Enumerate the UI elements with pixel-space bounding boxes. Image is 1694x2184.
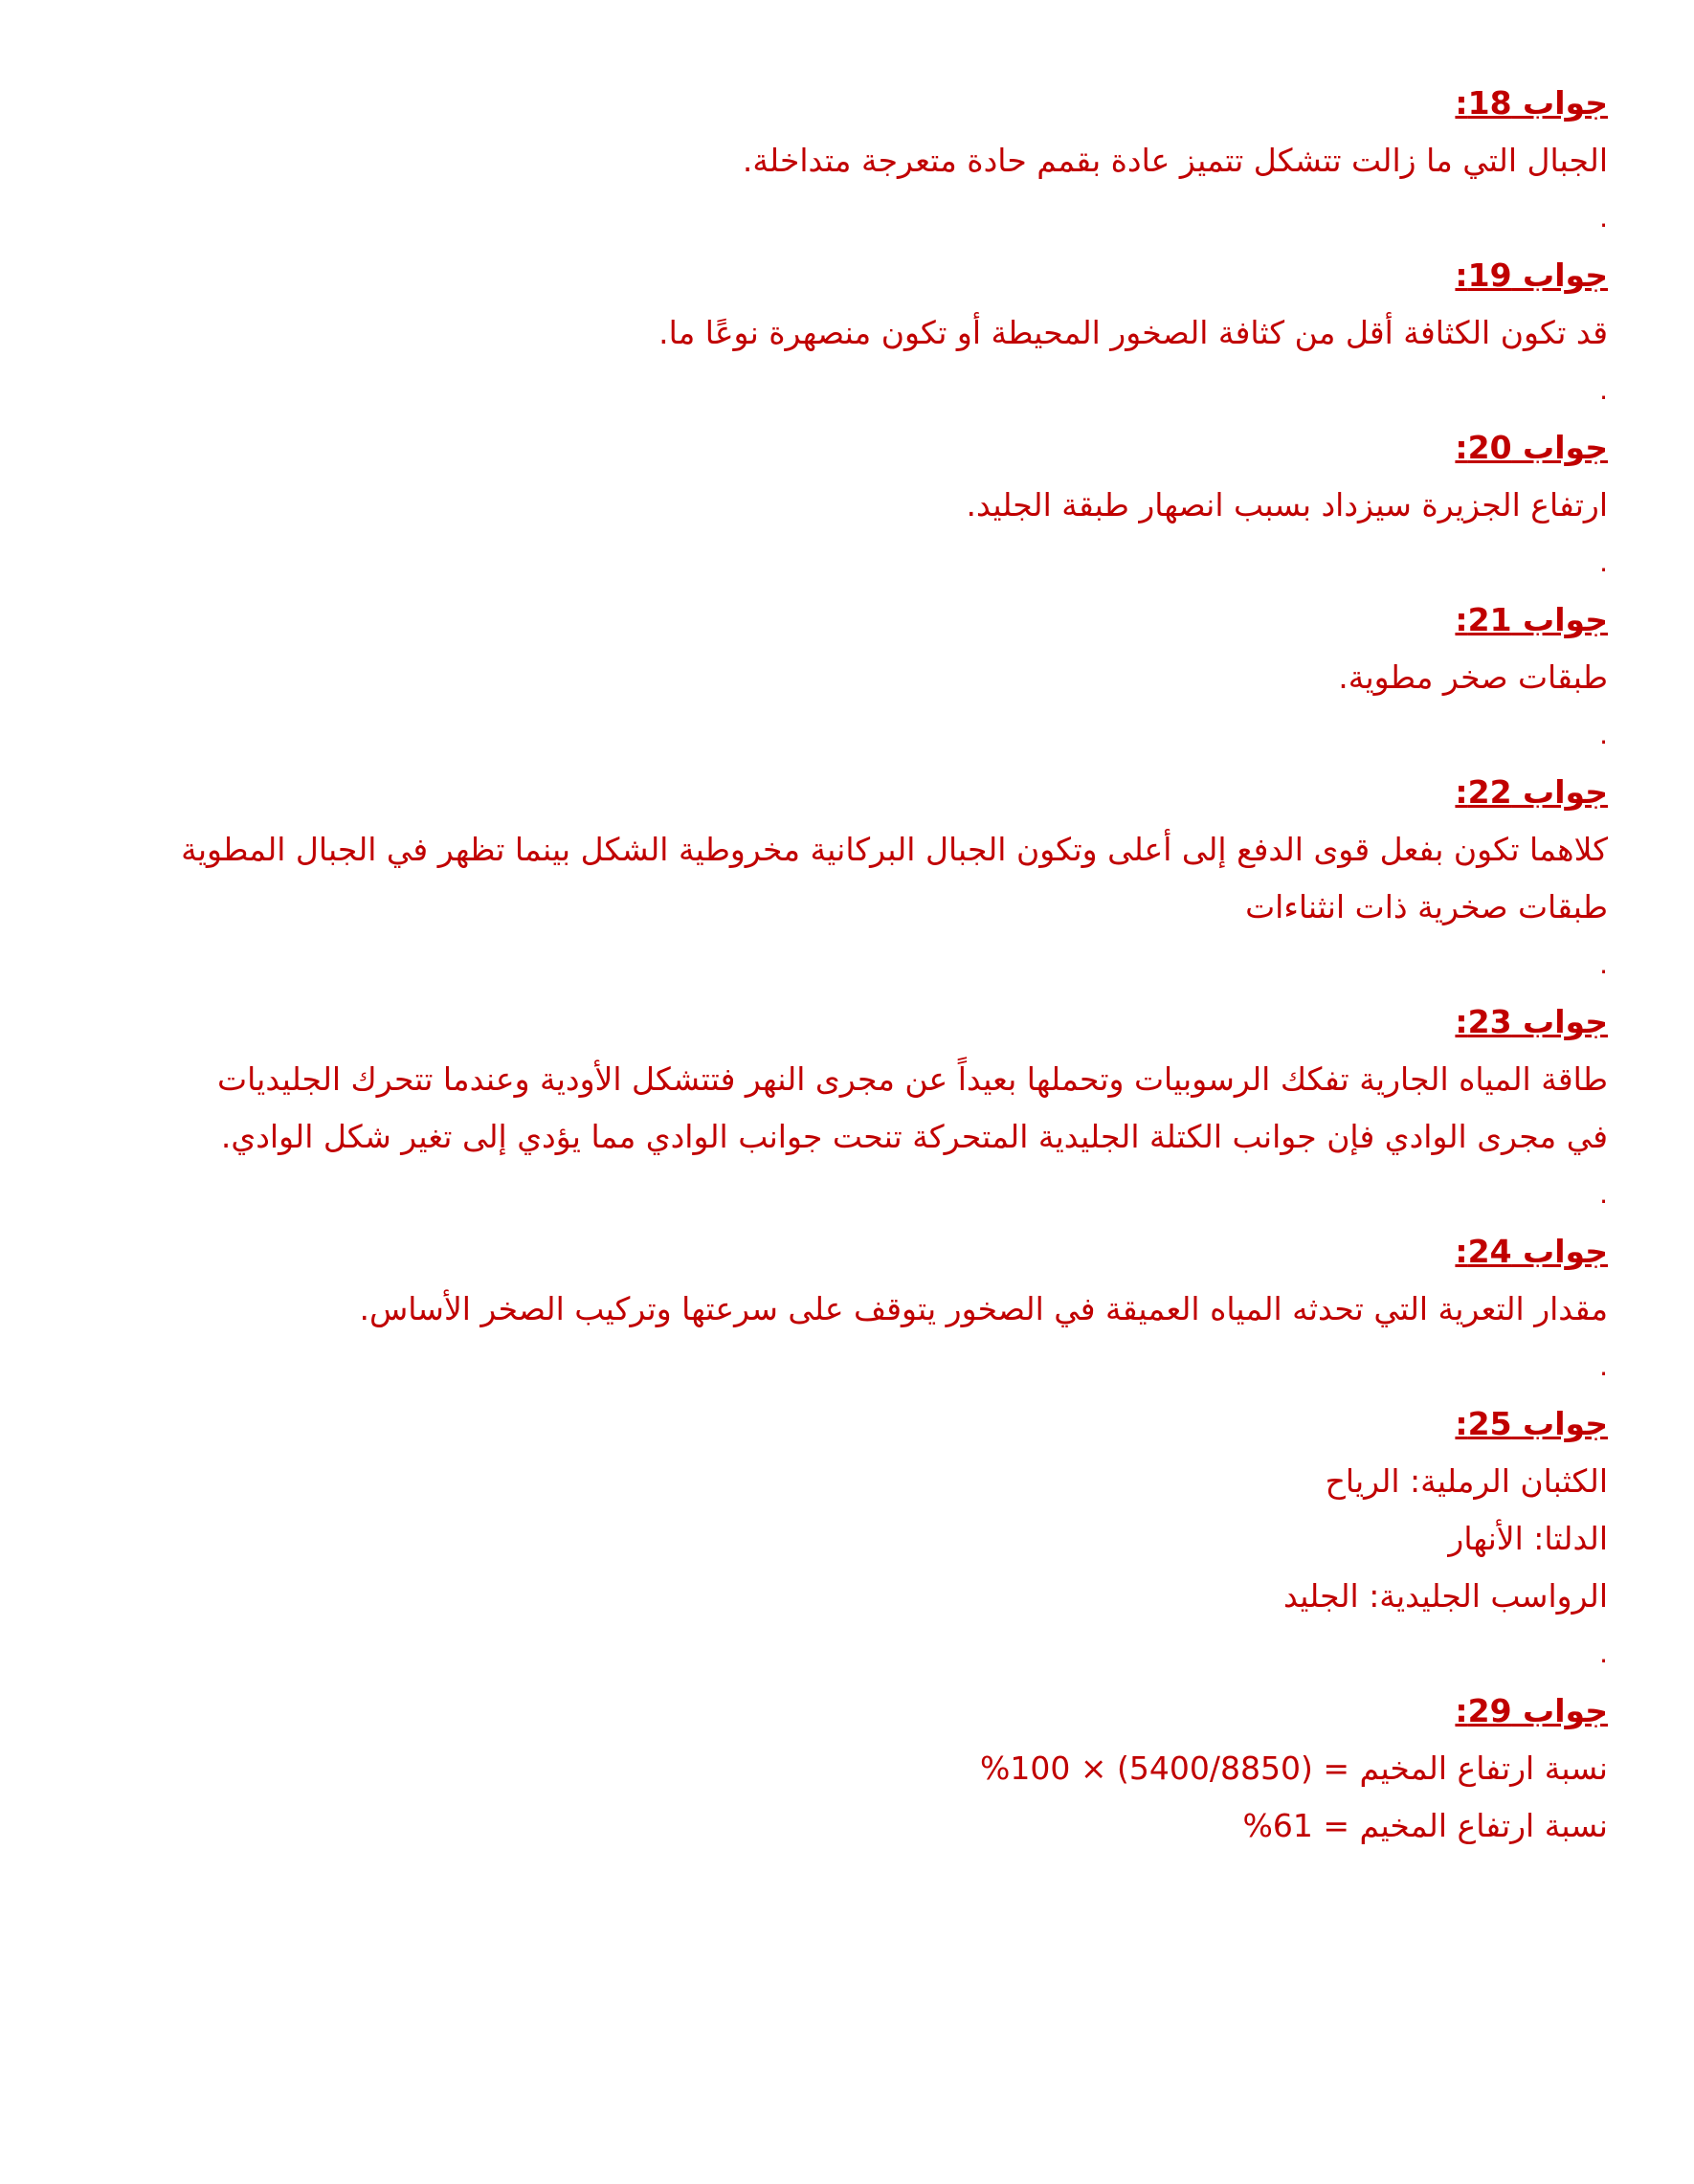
answer-heading: جواب 22:: [1455, 773, 1608, 811]
answer-29: [153, 1683, 1608, 1855]
answer-24: [153, 1223, 1608, 1395]
answer-18: [153, 75, 1608, 247]
dot-separator: .: [1599, 374, 1608, 406]
answer-text: مقدار التعرية التي تحدثه المياه العميقة في الصخور يتوقف على سرعتها وتركيب الصخر الأساس.: [359, 1290, 1608, 1327]
answer-text: ارتفاع الجزيرة سيزداد بسبب انصهار طبقة الجليد.: [966, 486, 1608, 524]
answer-text: في مجرى الوادي فإن جوانب الكتلة الجليدية المتحركة تنحت جوانب الوادي مما يؤدي إلى تغير شكل الوادي.: [220, 1118, 1608, 1155]
dot-separator: .: [1599, 1178, 1608, 1210]
answer-heading: جواب 20:: [1455, 429, 1608, 466]
answer-heading: جواب 23:: [1455, 1003, 1608, 1040]
answer-text: الجبال التي ما زالت تتشكل تتميز عادة بقمم حادة متعرجة متداخلة.: [742, 142, 1608, 179]
answer-text: نسبة ارتفاع المخيم = 61%: [1242, 1807, 1608, 1844]
answer-text: الدلتا: الأنهار: [1448, 1520, 1608, 1557]
answer-text: الكثبان الرملية: الرياح: [1325, 1462, 1608, 1500]
answer-heading: جواب 21:: [1455, 601, 1608, 638]
dot-separator: .: [1599, 1350, 1608, 1382]
answer-heading: جواب 29:: [1455, 1692, 1608, 1729]
answer-25: [153, 1395, 1608, 1683]
answer-text: الرواسب الجليدية: الجليد: [1282, 1577, 1608, 1615]
answer-heading: جواب 19:: [1455, 256, 1608, 294]
answer-19: [153, 247, 1608, 419]
answer-23: [153, 993, 1608, 1223]
answer-20: [153, 419, 1608, 591]
answer-text: طاقة المياه الجارية تفكك الرسوبيات وتحملها بعيداً عن مجرى النهر فتتشكل الأودية وعندما تتحرك الجليديات: [217, 1060, 1608, 1098]
answer-text: طبقات صخرية ذات انثناءات: [1245, 888, 1608, 925]
dot-separator: .: [1599, 546, 1608, 578]
dot-separator: .: [1599, 202, 1608, 234]
answers-document: [153, 75, 1608, 1855]
answer-text: نسبة ارتفاع المخيم = (5400/8850) × 100%: [980, 1749, 1608, 1787]
answer-heading: جواب 18:: [1455, 84, 1608, 122]
answer-heading: جواب 25:: [1455, 1405, 1608, 1442]
answer-text: قد تكون الكثافة أقل من كثافة الصخور المحيطة أو تكون منصهرة نوعًا ما.: [658, 314, 1608, 351]
answer-21: [153, 591, 1608, 764]
dot-separator: .: [1599, 719, 1608, 750]
dot-separator: .: [1599, 1638, 1608, 1669]
answer-text: كلاهما تكون بفعل قوى الدفع إلى أعلى وتكون الجبال البركانية مخروطية الشكل بينما تظهر في الجبال المطوية: [181, 831, 1608, 868]
answer-22: [153, 764, 1608, 993]
answer-text: طبقات صخر مطوية.: [1338, 658, 1608, 696]
answer-heading: جواب 24:: [1455, 1233, 1608, 1270]
dot-separator: .: [1599, 948, 1608, 980]
